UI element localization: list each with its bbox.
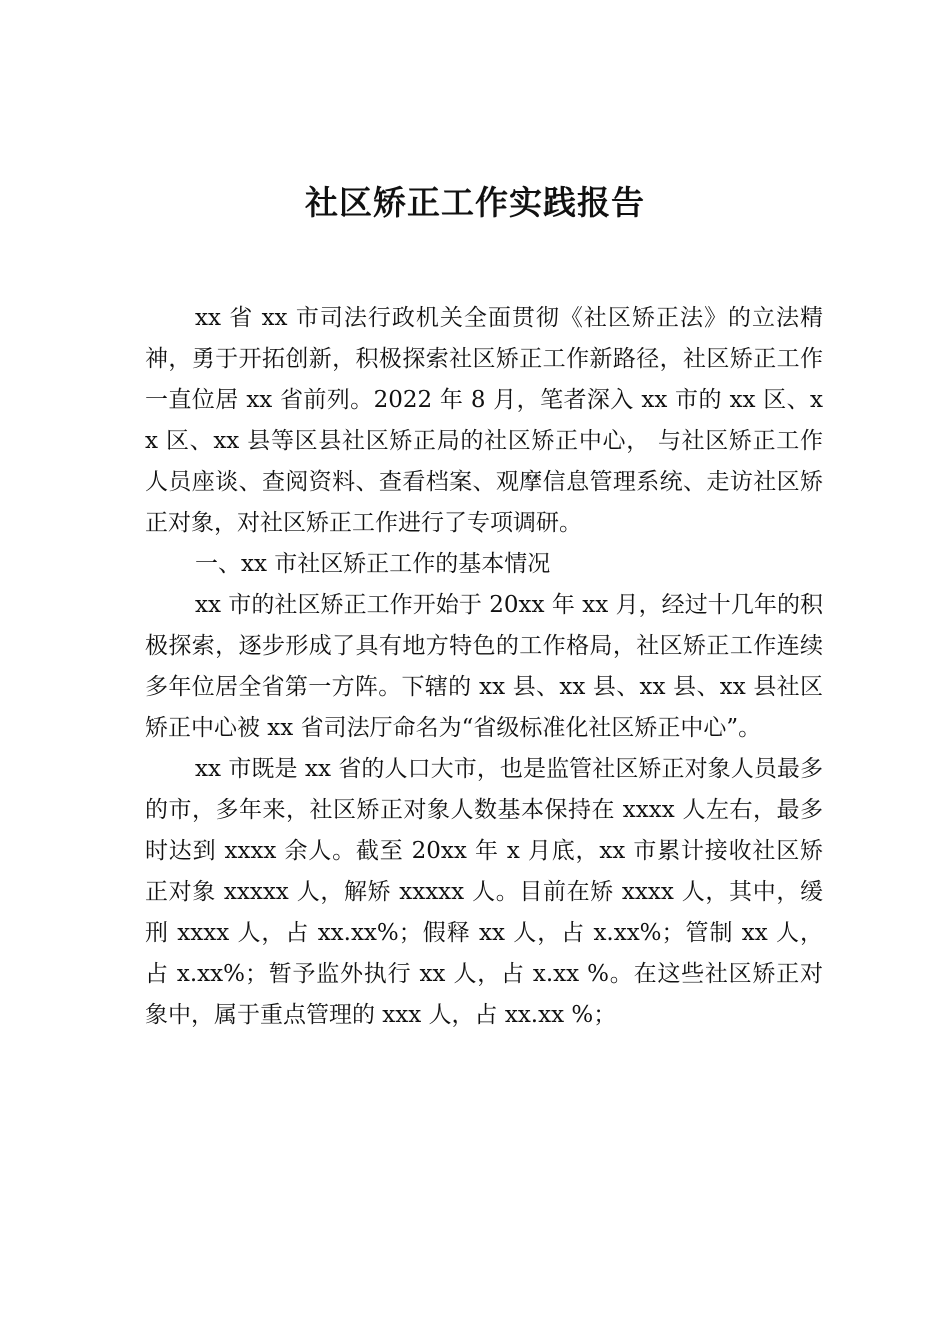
- document-body: [145, 298, 823, 1036]
- section-heading-1: 一、xx 市社区矫正工作的基本情况: [195, 551, 551, 577]
- background-paragraph: xx 市的社区矫正工作开始于 20xx 年 xx 月，经过十几年的积极探索，逐步形成了具有地方特色的工作格局，社区矫正工作连续多年位居全省第一方阵。下辖的 xx 县、xx 县、xx 县、xx 县社区矫正中心被 xx 省司法厅命名为“省级标准化社区矫正中心”。: [145, 592, 823, 741]
- intro-paragraph: xx 省 xx 市司法行政机关全面贯彻《社区矫正法》的立法精神，勇于开拓创新，积极探索社区矫正工作新路径，社区矫正工作一直位居 xx 省前列。2022 年 8 月，笔者深入 xx 市的 xx 区、xx 区、xx 县等区县社区矫正局的社区矫正中心， 与社区矫正工作人员座谈、查阅资料、查看档案、观摩信息管理系统、走访社区矫正对象，对社区矫正工作进行了专项调研。: [145, 305, 823, 536]
- document-title: 社区矫正工作实践报告: [305, 183, 645, 222]
- statistics-paragraph: xx 市既是 xx 省的人口大市，也是监管社区矫正对象人员最多的市，多年来，社区矫正对象人数基本保持在 xxxx 人左右，最多时达到 xxxx 余人。截至 20xx 年 x 月底，xx 市累计接收社区矫正对象 xxxxx 人，解矫 xxxxx 人。目前在矫 xxxx 人，其中，缓刑 xxxx 人，占 xx.xx%；假释 xx 人，占 x.xx%；管制 xx 人，占 x.xx%；暂予监外执行 xx 人，占 x.xx %。在这些社区矫正对象中，属于重点管理的 xxx 人，占 xx.xx %；: [145, 756, 823, 1028]
